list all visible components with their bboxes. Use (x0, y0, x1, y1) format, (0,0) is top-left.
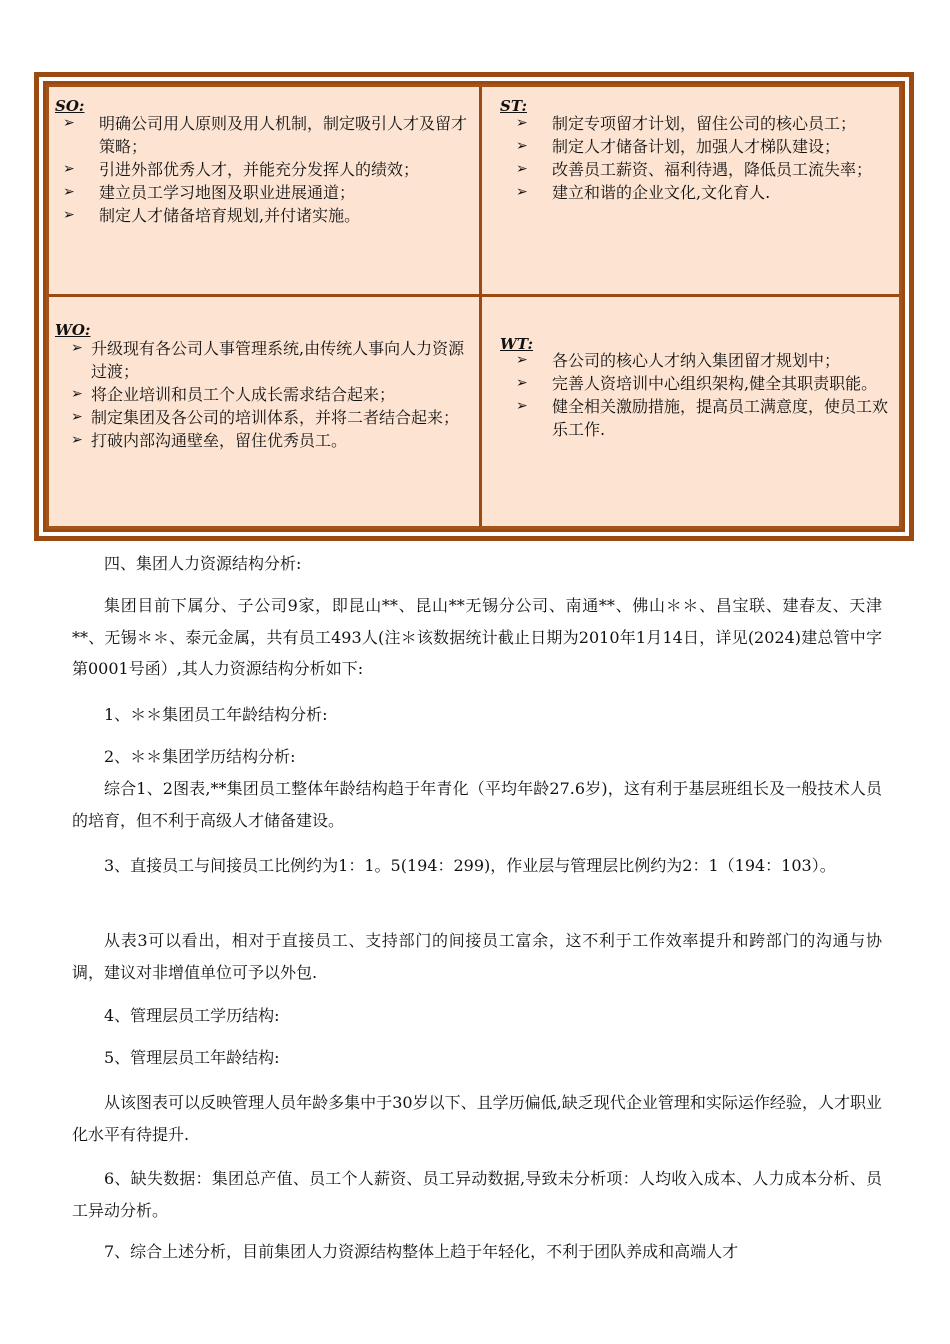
missing-data-paragraph: 6、缺失数据：集团总产值、员工个人薪资、员工异动数据,导致未分析项：人均收入成本、人力成本分析、员工异动分析。 (72, 1169, 882, 1220)
so-item: ➢ 建立员工学习地图及职业进展通道； (63, 183, 356, 202)
analysis-item-4: 4、管理层员工学历结构: (104, 1006, 280, 1025)
st-list (502, 112, 902, 204)
swot-cell-st (482, 87, 899, 294)
wo-item: ➢ 升级现有各公司人事管理系统,由传统人事向人力资源过渡； (71, 339, 465, 381)
bullet-arrow-icon: ➢ (63, 207, 75, 223)
analysis-item-2: 2、＊＊集团学历结构分析: (104, 747, 296, 766)
bullet-arrow-icon: ➢ (71, 409, 83, 425)
wo-list (71, 337, 471, 452)
st-item: ➢ 制定人才储备计划，加强人才梯队建设； (516, 137, 841, 156)
wo-item: ➢ 打破内部沟通壁垒，留住优秀员工。 (71, 431, 348, 450)
section-heading: 四、集团人力资源结构分析: (104, 554, 302, 573)
analysis-item-1: 1、＊＊集团员工年龄结构分析: (104, 705, 328, 724)
wt-item: ➢ 健全相关激励措施，提高员工满意度，使员工欢乐工作. (516, 397, 889, 439)
wo-item: ➢ 将企业培训和员工个人成长需求结合起来； (71, 385, 396, 404)
management-paragraph: 从该图表可以反映管理人员年龄多集中于30岁以下、且学历偏低,缺乏现代企业管理和实际运作经验，人才职业化水平有待提升. (72, 1093, 882, 1144)
wt-item: ➢ 完善人资培训中心组织架构,健全其职责职能。 (516, 374, 878, 393)
swot-cell-wt (482, 297, 899, 526)
bullet-arrow-icon: ➢ (63, 184, 75, 200)
wt-list (502, 349, 902, 441)
wo-label: WO: (55, 321, 91, 339)
analysis-item-5: 5、管理层员工年龄结构: (104, 1048, 280, 1067)
bullet-arrow-icon: ➢ (516, 161, 528, 177)
swot-cell-wo (49, 297, 479, 526)
swot-cell-so (49, 87, 479, 294)
st-label: ST: (500, 97, 527, 115)
bullet-arrow-icon: ➢ (516, 184, 528, 200)
so-item: ➢ 引进外部优秀人才，并能充分发挥人的绩效； (63, 160, 420, 179)
swot-frame (34, 72, 914, 541)
conclusion-paragraph: 7、综合上述分析，目前集团人力资源结构整体上趋于年轻化，不利于团队养成和高端人才 (104, 1242, 739, 1261)
bullet-arrow-icon: ➢ (63, 161, 75, 177)
bullet-arrow-icon: ➢ (71, 432, 83, 448)
st-item: ➢ 建立和谐的企业文化,文化育人. (516, 183, 771, 202)
summary-paragraph: 综合1、2图表,**集团员工整体年龄结构趋于年青化（平均年龄27.6岁)，这有利于基层班组长及一般技术人员的培育，但不利于高级人才储备建设。 (72, 779, 882, 830)
bullet-arrow-icon: ➢ (516, 115, 528, 131)
bullet-arrow-icon: ➢ (516, 398, 528, 414)
wt-item: ➢ 各公司的核心人才纳入集团留才规划中； (516, 351, 841, 370)
bullet-arrow-icon: ➢ (71, 386, 83, 402)
bullet-arrow-icon: ➢ (516, 138, 528, 154)
intro-paragraph: 集团目前下属分、子公司9家，即昆山**、昆山**无锡分公司、南通**、佛山＊＊、昌宝联、建春友、天津**、无锡＊＊、泰元金属，共有员工493人(注＊该数据统计截止日期为2010年1月14日，详见(2024)建总管中字第0001号函）,其人力资源结构分析如下: (72, 596, 882, 678)
so-item: ➢ 明确公司用人原则及用人机制，制定吸引人才及留才策略； (63, 114, 468, 156)
table3-paragraph: 从表3可以看出，相对于直接员工、支持部门的间接员工富余，这不利于工作效率提升和跨部门的沟通与协调，建议对非增值单位可予以外包. (72, 931, 882, 982)
st-item: ➢ 制定专项留才计划，留住公司的核心员工； (516, 114, 857, 133)
so-label: SO: (55, 97, 85, 115)
swot-frame-inner (43, 81, 905, 532)
wo-item: ➢ 制定集团及各公司的培训体系，并将二者结合起来； (71, 408, 460, 427)
bullet-arrow-icon: ➢ (63, 115, 75, 131)
so-list (49, 112, 474, 227)
swot-grid (49, 87, 899, 526)
so-item: ➢ 制定人才储备培育规划,并付诸实施。 (63, 206, 361, 225)
st-item: ➢ 改善员工薪资、福利待遇，降低员工流失率； (516, 160, 873, 179)
wt-label: WT: (500, 335, 534, 353)
bullet-arrow-icon: ➢ (71, 340, 83, 356)
ratio-paragraph: 3、直接员工与间接员工比例约为1：1。5(194：299)，作业层与管理层比例约为2：1（194：103）。 (104, 856, 836, 875)
bullet-arrow-icon: ➢ (516, 375, 528, 391)
bullet-arrow-icon: ➢ (516, 352, 528, 368)
